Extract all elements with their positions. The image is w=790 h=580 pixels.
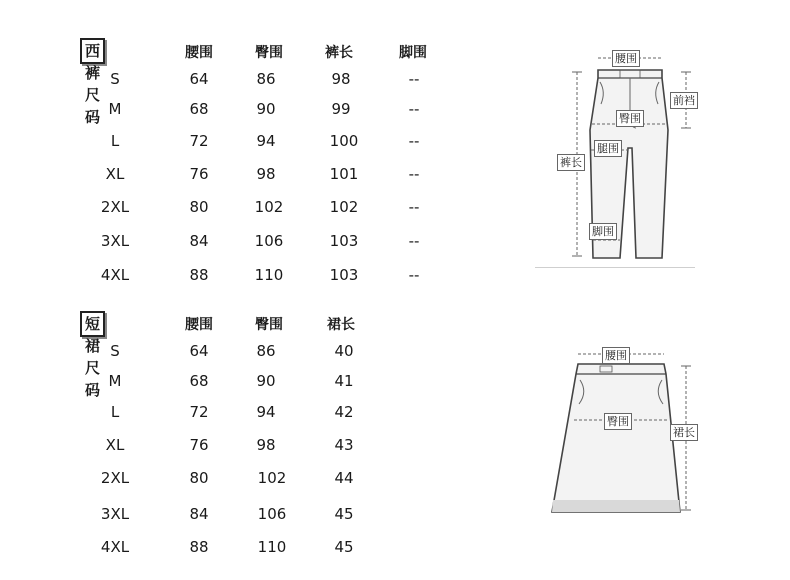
pants-header-length: 裤长	[325, 45, 353, 61]
size-cell: M	[108, 100, 122, 118]
skirt-label-waist: 腰围	[602, 347, 630, 364]
size-cell: M	[108, 372, 122, 390]
size-cell: L	[110, 403, 120, 421]
hip-cell: 110	[254, 266, 284, 284]
skirt-label-length: 裙长	[670, 424, 698, 441]
size-cell: 3XL	[100, 505, 130, 523]
length-cell: 44	[334, 469, 354, 487]
length-cell: 103	[329, 232, 359, 250]
hem-cell: --	[408, 132, 420, 150]
hem-cell: --	[408, 198, 420, 216]
waist-cell: 84	[189, 232, 209, 250]
hip-cell: 94	[256, 403, 276, 421]
pants-label-thigh: 腿围	[594, 140, 622, 157]
length-cell: 41	[334, 372, 354, 390]
length-cell: 100	[329, 132, 359, 150]
hem-cell: --	[408, 266, 420, 284]
hip-cell: 102	[254, 198, 284, 216]
length-cell: 40	[334, 342, 354, 360]
hem-cell: --	[408, 70, 420, 88]
length-cell: 103	[329, 266, 359, 284]
hip-cell: 90	[256, 100, 276, 118]
pants-header-waist: 腰围	[185, 45, 213, 61]
hip-cell: 106	[254, 232, 284, 250]
length-cell: 43	[334, 436, 354, 454]
waist-cell: 68	[189, 100, 209, 118]
hip-cell: 86	[256, 70, 276, 88]
size-cell: 2XL	[100, 469, 130, 487]
hem-cell: --	[408, 100, 420, 118]
waist-cell: 72	[189, 403, 209, 421]
skirt-header-waist: 腰围	[185, 317, 213, 333]
length-cell: 45	[334, 538, 354, 556]
hip-cell: 110	[257, 538, 287, 556]
size-cell: XL	[105, 165, 125, 183]
length-cell: 102	[329, 198, 359, 216]
hip-cell: 94	[256, 132, 276, 150]
waist-cell: 64	[189, 342, 209, 360]
hip-cell: 98	[256, 165, 276, 183]
size-cell: L	[110, 132, 120, 150]
hem-cell: --	[408, 232, 420, 250]
waist-cell: 88	[189, 266, 209, 284]
waist-cell: 76	[189, 436, 209, 454]
pants-table-title: 西裤尺码	[80, 38, 105, 64]
waist-cell: 88	[189, 538, 209, 556]
waist-cell: 64	[189, 70, 209, 88]
pants-header-hip: 臀围	[255, 45, 283, 61]
waist-cell: 84	[189, 505, 209, 523]
pants-label-hem: 脚围	[589, 223, 617, 240]
size-cell: S	[110, 342, 120, 360]
hip-cell: 90	[256, 372, 276, 390]
pants-header-hem: 脚围	[399, 45, 427, 61]
length-cell: 42	[334, 403, 354, 421]
length-cell: 99	[331, 100, 351, 118]
hip-cell: 98	[256, 436, 276, 454]
size-cell: 3XL	[100, 232, 130, 250]
pants-label-waist: 腰围	[612, 50, 640, 67]
hem-cell: --	[408, 165, 420, 183]
waist-cell: 80	[189, 198, 209, 216]
waist-cell: 72	[189, 132, 209, 150]
waist-cell: 76	[189, 165, 209, 183]
size-cell: S	[110, 70, 120, 88]
hip-cell: 102	[257, 469, 287, 487]
waist-cell: 80	[189, 469, 209, 487]
size-cell: XL	[105, 436, 125, 454]
waist-cell: 68	[189, 372, 209, 390]
size-cell: 2XL	[100, 198, 130, 216]
pants-label-front-rise: 前裆	[670, 92, 698, 109]
size-cell: 4XL	[100, 538, 130, 556]
hip-cell: 106	[257, 505, 287, 523]
length-cell: 101	[329, 165, 359, 183]
length-cell: 98	[331, 70, 351, 88]
pants-label-hip: 臀围	[616, 110, 644, 127]
hip-cell: 86	[256, 342, 276, 360]
skirt-table-title: 短裙尺码	[80, 311, 105, 337]
skirt-header-hip: 臀围	[255, 317, 283, 333]
size-cell: 4XL	[100, 266, 130, 284]
skirt-header-length: 裙长	[327, 317, 355, 333]
pants-label-length: 裤长	[557, 154, 585, 171]
length-cell: 45	[334, 505, 354, 523]
skirt-label-hip: 臀围	[604, 413, 632, 430]
